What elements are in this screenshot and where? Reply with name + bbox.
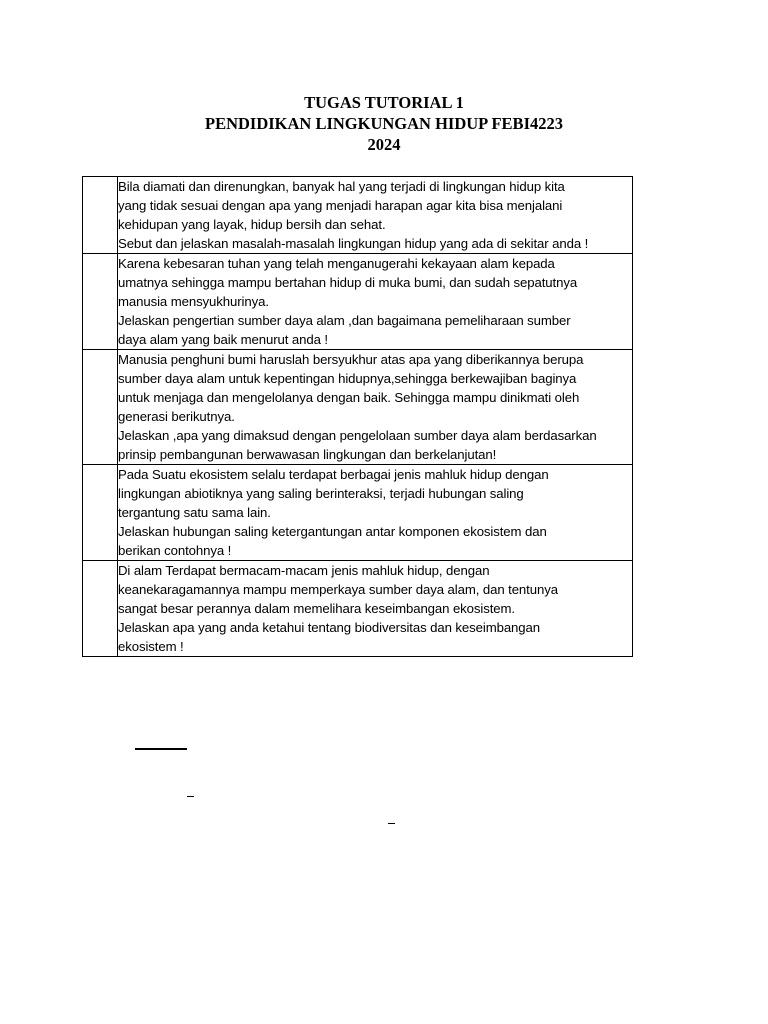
task-text: Di alam Terdapat bermacam-macam jenis mahluk hidup, dengan keanekaragamannya mampu memperkaya sumber daya alam, dan tentunya sangat besar perannya dalam memelihara keseimbangan ekosistem. Jelaskan apa yang anda ketahui tentang biodiversitas dan keseimbangan ekosistem ! <box>118 563 558 654</box>
table-row <box>83 177 633 254</box>
table-row <box>83 465 633 561</box>
task-table <box>82 176 633 657</box>
title-line-1: TUGAS TUTORIAL 1 <box>304 93 464 112</box>
task-number-cell <box>83 350 118 465</box>
dash-mark <box>187 796 194 797</box>
title-line-2: PENDIDIKAN LINGKUNGAN HIDUP FEBI4223 <box>205 114 563 133</box>
task-number-cell <box>83 561 118 657</box>
table-row <box>83 561 633 657</box>
title-line-3: 2024 <box>367 135 401 154</box>
task-text: Bila diamati dan direnungkan, banyak hal yang terjadi di lingkungan hidup kita yang tidak sesuai dengan apa yang menjadi harapan agar kita bisa menjalani kehidupan yang layak, hidup bersih dan sehat. Sebut dan jelaskan masalah-masalah lingkungan hidup yang ada di sekitar anda ! <box>118 179 589 251</box>
table-row <box>83 254 633 350</box>
task-content-cell <box>118 465 633 561</box>
document-title <box>0 92 768 155</box>
task-text: Manusia penghuni bumi haruslah bersyukhur atas apa yang diberikannya berupa sumber daya alam untuk kepentingan hidupnya,sehingga berkewajiban baginya untuk menjaga dan mengelolanya dengan baik. Sehingga mampu dinikmati oleh generasi berikutnya. Jelaskan ,apa yang dimaksud dengan pengelolaan sumber daya alam berdasarkan prinsip pembangunan berwawasan lingkungan dan berkelanjutan! <box>118 352 597 462</box>
task-text: Pada Suatu ekosistem selalu terdapat berbagai jenis mahluk hidup dengan lingkungan abiotiknya yang saling berinteraksi, terjadi hubungan saling tergantung satu sama lain. Jelaskan hubungan saling ketergantungan antar komponen ekosistem dan berikan contohnya ! <box>118 467 549 558</box>
underline-mark <box>135 748 187 750</box>
task-content-cell <box>118 177 633 254</box>
task-number-cell <box>83 177 118 254</box>
task-content-cell <box>118 561 633 657</box>
task-content-cell <box>118 254 633 350</box>
task-number-cell <box>83 465 118 561</box>
task-text: Karena kebesaran tuhan yang telah menganugerahi kekayaan alam kepada umatnya sehingga mampu bertahan hidup di muka bumi, dan sudah sepatutnya manusia mensyukhurinya. Jelaskan pengertian sumber daya alam ,dan bagaimana pemeliharaan sumber daya alam yang baik menurut anda ! <box>118 256 578 347</box>
task-content-cell <box>118 350 633 465</box>
dash-mark <box>388 823 395 824</box>
task-number-cell <box>83 254 118 350</box>
table-row <box>83 350 633 465</box>
